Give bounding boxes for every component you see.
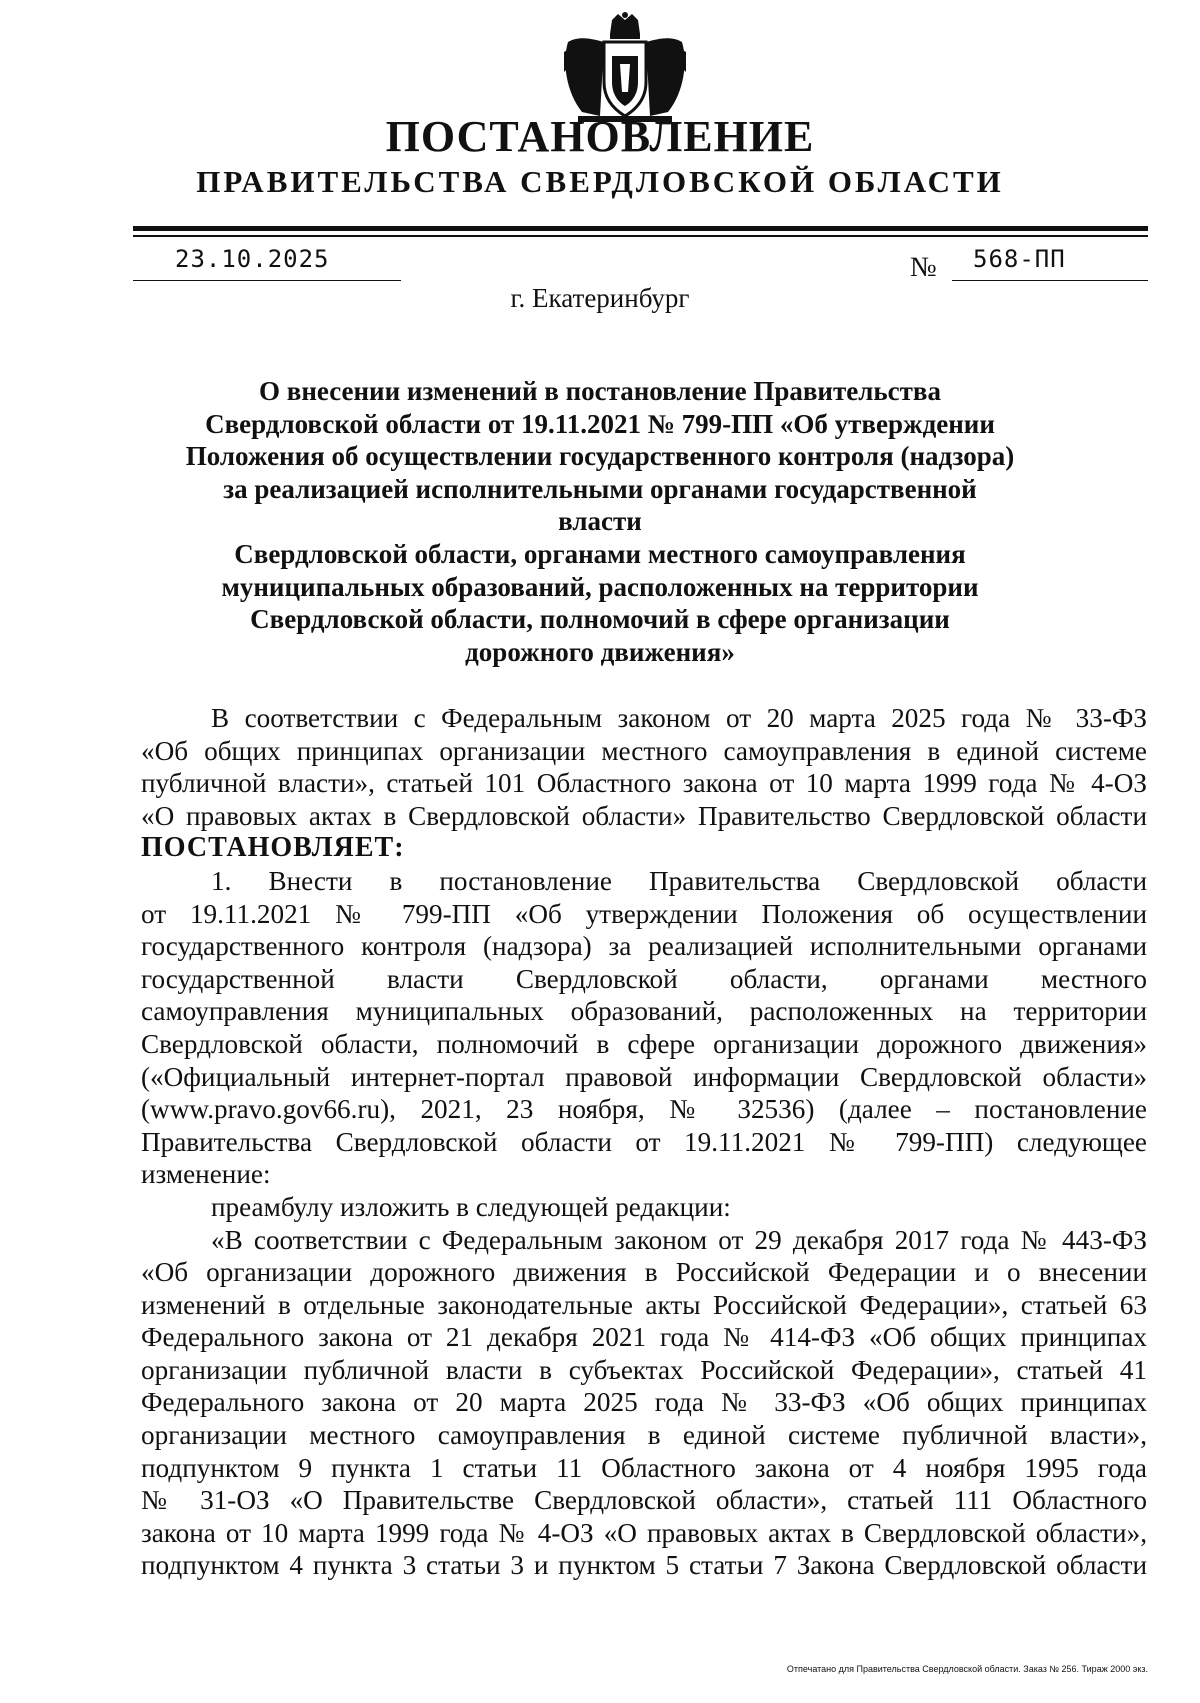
body-line: «Об общих принципах организации местного самоуправления в единой системе — [141, 735, 1147, 766]
body-line: подпунктом 9 пункта 1 статьи 11 Областного закона от 4 ноября 1995 года — [141, 1452, 1147, 1483]
preamble-line: В соответствии с Федеральным законом от 20 марта 2025 года № 33-ФЗ — [211, 703, 1147, 733]
subject-line: Свердловской области от 19.11.2021 № 799-ПП «Об утверждении — [205, 408, 995, 439]
body-line: государственного контроля (надзора) за реализацией исполнительными органами — [141, 931, 1147, 962]
body-line — [141, 1224, 1147, 1257]
number-underline — [952, 280, 1148, 281]
print-footer: Отпечатано для Правительства Свердловской области. Заказ № 256. Тираж 2000 экз. — [786, 1664, 1148, 1674]
instruction-line: преамбулу изложить в следующей редакции: — [211, 1191, 731, 1222]
body-line: подпунктом 4 пункта 3 статьи 3 и пунктом 5 статьи 7 Закона Свердловской области — [141, 1550, 1147, 1581]
number-sign: № — [910, 252, 937, 283]
body-line: государственной власти Свердловской области, органами местного — [141, 963, 1147, 994]
body-line: изменение: — [141, 1159, 271, 1190]
document-number: 568-ПП — [973, 245, 1066, 273]
coat-of-arms-icon — [560, 12, 690, 124]
body-line: «Об организации дорожного движения в Российской Федерации и о внесении — [141, 1257, 1147, 1288]
header-divider-thick — [133, 226, 1148, 231]
body-line: Федерального закона от 20 марта 2025 года № 33-ФЗ «Об общих принципах — [141, 1387, 1147, 1418]
body-line: организации местного самоуправления в единой системе публичной власти», — [141, 1420, 1147, 1451]
document-city: г. Екатеринбург — [510, 283, 690, 313]
body-line: от 19.11.2021 № 799-ПП «Об утверждении Положения об осуществлении — [141, 898, 1147, 929]
date-underline — [133, 280, 401, 281]
body-line: Правительства Свердловской области от 19.11.2021 № 799-ПП) следующее — [141, 1126, 1147, 1157]
subject-line: Свердловской области, органами местного самоуправления — [234, 538, 966, 569]
issuer-title: ПРАВИТЕЛЬСТВА СВЕРДЛОВСКОЙ ОБЛАСТИ — [196, 164, 1004, 199]
subject-line: Свердловской области, полномочий в сфере организации — [250, 604, 950, 635]
body-line — [141, 702, 1147, 735]
item1-line: 1. Внести в постановление Правительства Свердловской области — [211, 865, 1147, 896]
subject-line: за реализацией исполнительными органами государственной власти — [223, 473, 977, 537]
document-body — [141, 702, 1147, 1582]
body-line: «О правовых актах в Свердловской области» Правительство Свердловской области — [141, 800, 1147, 831]
body-line: Федерального закона от 21 декабря 2021 года № 414-ФЗ «Об общих принципах — [141, 1322, 1147, 1353]
document-date: 23.10.2025 — [175, 245, 330, 273]
body-line: закона от 10 марта 1999 года № 4-ОЗ «О правовых актах в Свердловской области», — [141, 1517, 1147, 1548]
body-line: Свердловской области, полномочий в сфере организации дорожного движения» — [141, 1028, 1147, 1059]
body-line: самоуправления муниципальных образований, расположенных на территории — [141, 996, 1147, 1027]
body-line: № 31-ОЗ «О Правительстве Свердловской области», статьей 111 Областного — [141, 1485, 1147, 1516]
new-preamble-line: «В соответствии с Федеральным законом от 29 декабря 2017 года № 443-ФЗ — [211, 1224, 1147, 1255]
subject-line: Положения об осуществлении государственного контроля (надзора) — [185, 441, 1015, 472]
header-divider-thin — [133, 235, 1148, 237]
body-line — [141, 1191, 1147, 1224]
subject-line: дорожного движения» — [465, 636, 735, 667]
subject-line: О внесении изменений в постановление Правительства — [259, 376, 941, 406]
body-line: изменений в отдельные законодательные акты Российской Федерации», статьей 63 — [141, 1289, 1147, 1320]
body-line: публичной власти», статьей 101 Областного закона от 10 марта 1999 года № 4-ОЗ — [141, 768, 1147, 799]
subject-line: муниципальных образований, расположенных на территории — [221, 571, 979, 602]
document-type-title: ПОСТАНОВЛЕНИЕ — [385, 112, 815, 161]
body-line: (www.pravo.gov66.ru), 2021, 23 ноября, № 32536) (далее – постановление — [141, 1094, 1147, 1125]
resolves-heading: ПОСТАНОВЛЯЕТ: — [141, 832, 405, 864]
body-line — [141, 865, 1147, 898]
body-line: организации публичной власти в субъектах Российской Федерации», статьей 41 — [141, 1354, 1147, 1385]
document-subject — [180, 375, 1020, 668]
body-line: («Официальный интернет-портал правовой информации Свердловской области» — [141, 1061, 1147, 1092]
